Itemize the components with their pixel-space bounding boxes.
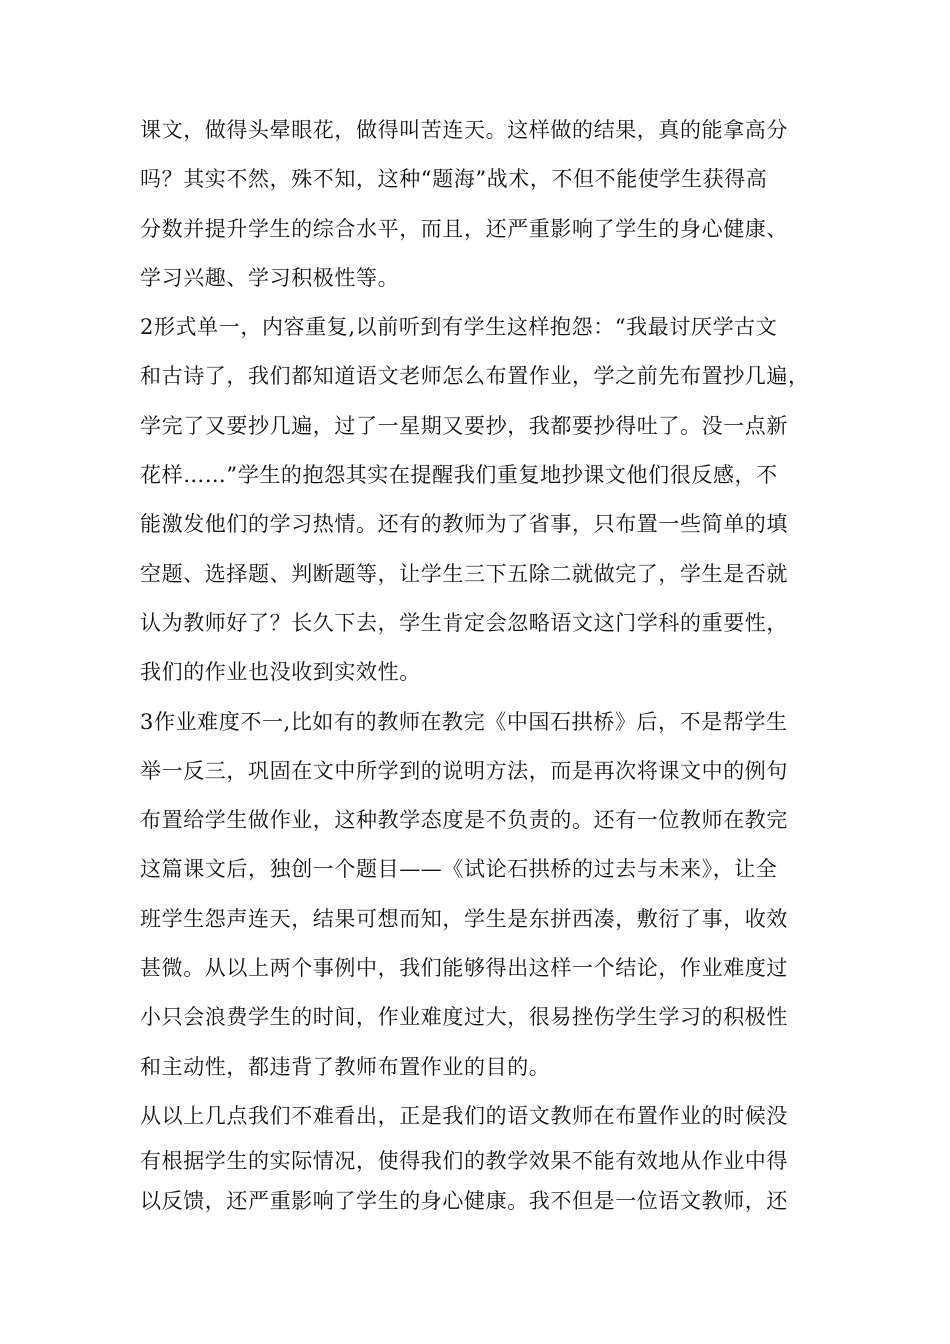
text-line: 和古诗了，我们都知道语文老师怎么布置作业，学之前先布置抄几遍， <box>140 364 810 389</box>
text-line: 以反馈，还严重影响了学生的身心健康。我不但是一位语文教师，还 <box>140 1189 788 1214</box>
text-line: 有根据学生的实际情况，使得我们的教学效果不能有效地从作业中得 <box>140 1149 788 1174</box>
text-line: 和主动性，都违背了教师布置作业的目的。 <box>140 1054 551 1079</box>
text-line: 从以上几点我们不难看出，正是我们的语文教师在布置作业的时候没 <box>140 1103 788 1128</box>
text-line: 吗？其实不然，殊不知，这种“题海”战术，不但不能使学生获得高 <box>140 167 768 192</box>
text-line: 分数并提升学生的综合水平，而且，还严重影响了学生的身心健康、 <box>140 216 788 241</box>
text-line: 空题、选择题、判断题等，让学生三下五除二就做完了，学生是否就 <box>140 561 788 586</box>
text-line: 认为教师好了？长久下去，学生肯定会忽略语文这门学科的重要性， <box>140 610 788 635</box>
text-line: 学完了又要抄几遍，过了一星期又要抄，我都要抄得吐了。没一点新 <box>140 413 788 438</box>
text-line: 课文，做得头晕眼花，做得叫苦连天。这样做的结果，真的能拿高分 <box>140 118 788 142</box>
text-line: 小只会浪费学生的时间，作业难度过大，很易挫伤学生学习的积极性 <box>140 1005 788 1030</box>
text-line: 花样……”学生的抱怨其实在提醒我们重复地抄课文他们很反感，不 <box>140 463 778 488</box>
text-line: 布置给学生做作业，这种教学态度是不负责的。还有一位教师在教完 <box>140 808 788 833</box>
text-line: 能激发他们的学习热情。还有的教师为了省事，只布置一些简单的填 <box>140 512 788 537</box>
text-line: 举一反三，巩固在文中所学到的说明方法，而是再次将课文中的例句 <box>140 758 788 783</box>
text-line: 我们的作业也没收到实效性。 <box>140 660 421 685</box>
text-line: 学习兴趣、学习积极性等。 <box>140 265 400 290</box>
text-line: 班学生怨声连天，结果可想而知，学生是东拼西凑，敷衍了事，收效 <box>140 906 788 931</box>
text-line: 甚微。从以上两个事例中，我们能够得出这样一个结论，作业难度过 <box>140 956 788 981</box>
text-line: 这篇课文后，独创一个题目——《试论石拱桥的过去与未来》，让全 <box>140 857 778 882</box>
document-body <box>140 106 820 1221</box>
text-line: 3作业难度不一,比如有的教师在教完《中国石拱桥》后，不是帮学生 <box>140 709 788 734</box>
text-line: 2形式单一，内容重复,以前听到有学生这样抱怨：“我最讨厌学古文 <box>140 315 778 340</box>
